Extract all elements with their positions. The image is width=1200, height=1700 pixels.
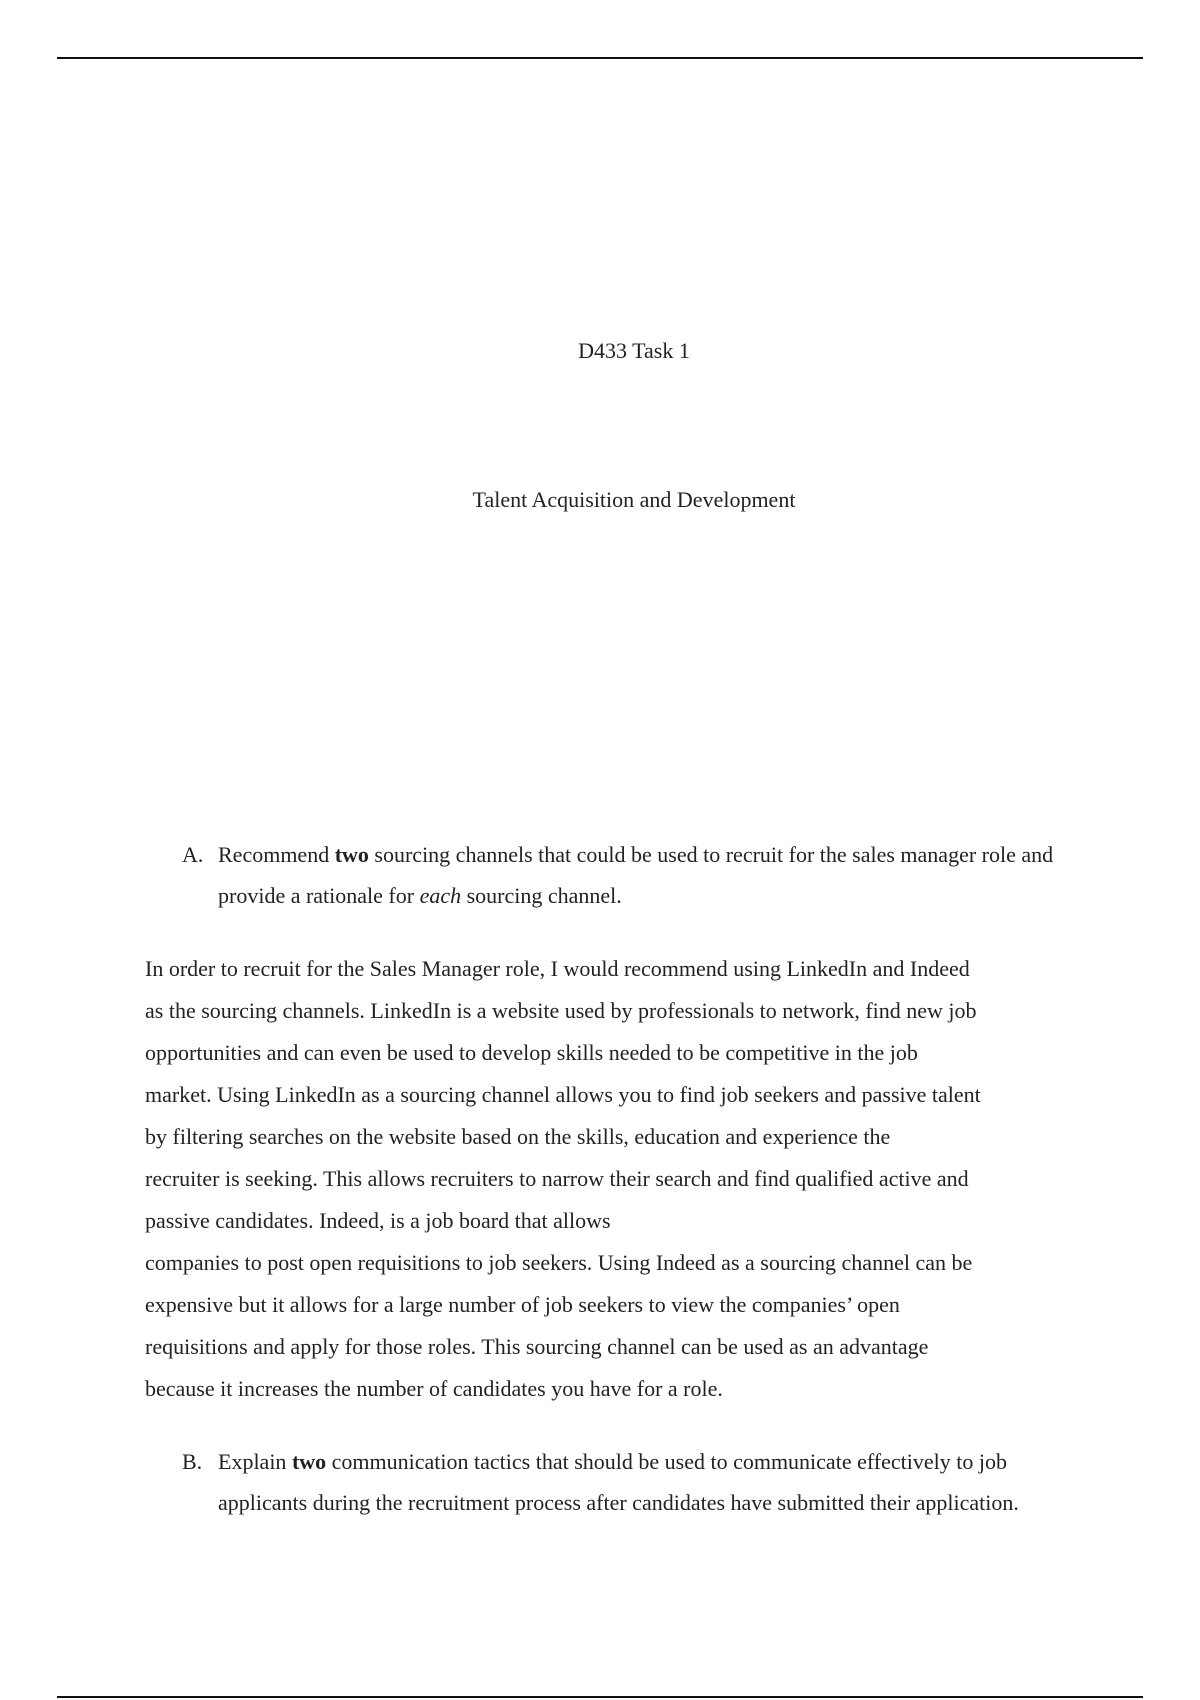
question-b xyxy=(182,1441,1082,1523)
question-a-text-middle: sourcing channels that could be used to recruit for the sales manager role and provide a rationale for xyxy=(218,842,1054,908)
question-a-text xyxy=(182,834,1082,916)
question-a-text-start: Recommend xyxy=(218,842,335,867)
question-b-letter: B. xyxy=(182,1449,203,1474)
answer-a-line: In order to recruit for the Sales Manager role, I would recommend using LinkedIn and Indeed xyxy=(145,956,970,981)
answer-a-line: opportunities and can even be used to develop skills needed to be competitive in the job xyxy=(145,1040,918,1065)
answer-a-line: as the sourcing channels. LinkedIn is a website used by professionals to network, find new job xyxy=(145,998,977,1023)
question-a-bold-word: two xyxy=(334,842,369,867)
question-a-italic-word: each xyxy=(419,883,462,908)
question-a-text-end: sourcing channel. xyxy=(461,883,622,908)
answer-a-line: market. Using LinkedIn as a sourcing channel allows you to find job seekers and passive talent xyxy=(145,1082,981,1107)
answer-a-line: passive candidates. Indeed, is a job board that allows xyxy=(145,1208,611,1233)
answer-a-line: companies to post open requisitions to job seekers. Using Indeed as a sourcing channel can be xyxy=(145,1250,973,1275)
question-b-text-end: communication tactics that should be used to communicate effectively to job applicants during the recruitment process after candidates have submitted their application. xyxy=(218,1449,1019,1515)
answer-a-line: requisitions and apply for those roles. This sourcing channel can be used as an advantage xyxy=(145,1334,929,1359)
bottom-page-rule xyxy=(57,1696,1143,1698)
question-b-text-start: Explain xyxy=(218,1449,292,1474)
answer-a-paragraph xyxy=(145,948,1080,1410)
question-b-bold-word: two xyxy=(291,1449,327,1474)
question-a-letter: A. xyxy=(182,842,204,867)
document-title: D433 Task 1 xyxy=(578,338,690,363)
answer-a-line: because it increases the number of candidates you have for a role. xyxy=(145,1376,723,1401)
answer-a-line: expensive but it allows for a large number of job seekers to view the companies’ open xyxy=(145,1292,900,1317)
question-a xyxy=(182,834,1082,916)
top-page-rule xyxy=(57,57,1143,59)
question-b-text xyxy=(182,1441,1082,1523)
answer-a-line: recruiter is seeking. This allows recruiters to narrow their search and find qualified active and xyxy=(145,1166,969,1191)
answer-a-line: by filtering searches on the website based on the skills, education and experience the xyxy=(145,1124,891,1149)
document-subtitle: Talent Acquisition and Development xyxy=(472,487,796,512)
